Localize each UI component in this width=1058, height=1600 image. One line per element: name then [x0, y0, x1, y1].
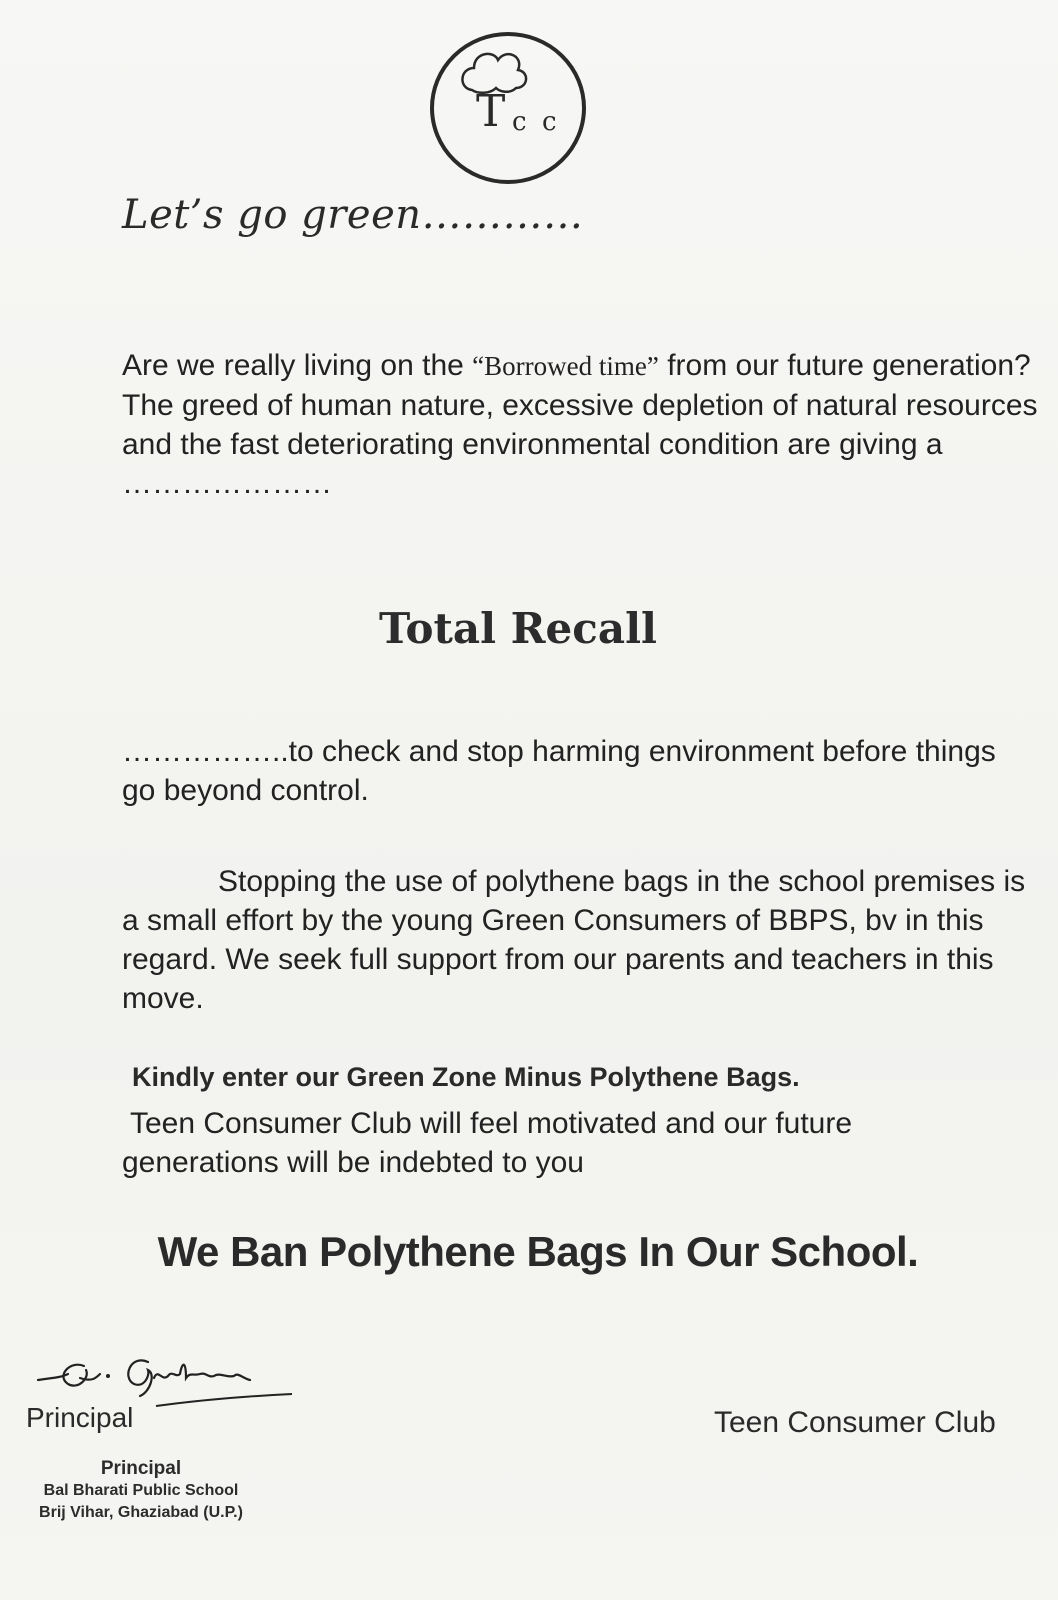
- recall-paragraph: ……………..to check and stop harming environment before things go beyond control.: [122, 735, 996, 807]
- stamp-school: Bal Bharati Public School: [43, 1482, 239, 1499]
- principal-label: Principal: [26, 1402, 134, 1433]
- stamp-address: Brij Vihar, Ghaziabad (U.P.): [39, 1504, 243, 1521]
- ban-slogan: We Ban Polythene Bags In Our School.: [157, 1228, 919, 1275]
- intro-text-end: from our future generation? The greed of human nature, excessive depletion of natural resources and the fast deteriorating environmental condition are giving a …………………: [122, 349, 1038, 500]
- intro-text-start: Are we really living on the: [122, 349, 473, 382]
- borrowed-time-quote: “Borrowed time”: [472, 351, 659, 381]
- document-title: Total Recall: [379, 604, 657, 653]
- svg-text:T: T: [476, 86, 506, 137]
- club-signoff: Teen Consumer Club: [714, 1406, 996, 1439]
- svg-text:c: c: [512, 107, 527, 137]
- school-stamp: [6, 1458, 276, 1524]
- tree-icon: [420, 28, 590, 188]
- polythene-paragraph: [122, 862, 1032, 1018]
- svg-text:c: c: [542, 107, 557, 137]
- club-paragraph: [122, 1104, 982, 1182]
- club-text: Teen Consumer Club will feel motivated and our future generations will be indebted to you: [122, 1107, 853, 1179]
- page-heading: Let’s go green…………: [122, 192, 584, 238]
- tcc-logo: [420, 28, 590, 188]
- intro-paragraph: [122, 346, 1042, 503]
- stamp-title: Principal: [100, 1458, 182, 1479]
- green-zone-callout: Kindly enter our Green Zone Minus Polythene Bags.: [132, 1062, 800, 1092]
- polythene-text: Stopping the use of polythene bags in the school premises is a small effort by the young Green Consumers of BBPS, bv in this regard. We seek full support from our parents and teachers in this move.: [122, 865, 1026, 1015]
